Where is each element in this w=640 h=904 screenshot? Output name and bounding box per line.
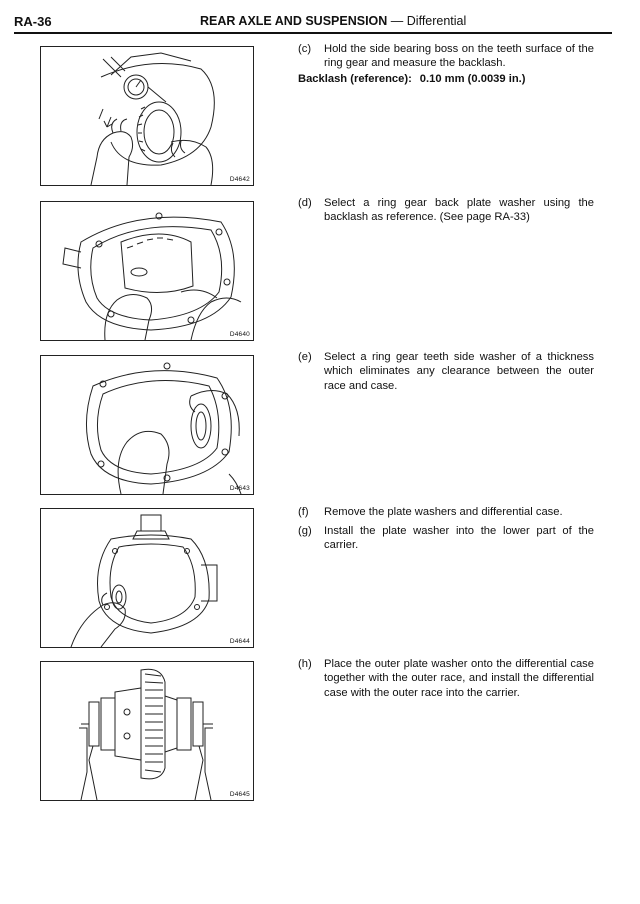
backlash-value: 0.10 mm (0.0039 in.) bbox=[419, 73, 526, 85]
step-d bbox=[298, 196, 594, 225]
step-letter: (g) bbox=[298, 525, 312, 537]
dial-indicator-illustration bbox=[41, 47, 253, 185]
page-header bbox=[14, 14, 612, 32]
step-e bbox=[298, 350, 594, 393]
step-h bbox=[298, 657, 594, 700]
figure-teeth-side-washer bbox=[40, 355, 254, 495]
figure-code: D4643 bbox=[229, 485, 250, 492]
title-separator: — bbox=[390, 14, 404, 28]
backlash-spec bbox=[298, 73, 526, 85]
step-text: Hold the side bearing boss on the teeth surface of the ring gear and measure the backlash. bbox=[324, 43, 594, 70]
figure-backlash-measurement bbox=[40, 46, 254, 186]
figure-code: D4642 bbox=[229, 176, 250, 183]
header-rule bbox=[14, 32, 612, 34]
step-g bbox=[298, 524, 594, 553]
section-title bbox=[200, 14, 466, 28]
step-letter: (c) bbox=[298, 43, 312, 55]
step-text: Select a ring gear back plate washer using the backlash as reference. (See page RA-33) bbox=[324, 197, 594, 224]
step-letter: (f) bbox=[298, 506, 309, 518]
step-text: Install the plate washer into the lower part of the carrier. bbox=[324, 525, 594, 552]
step-letter: (d) bbox=[298, 197, 312, 209]
step-letter: (e) bbox=[298, 351, 312, 363]
figure-case-installation bbox=[40, 661, 254, 801]
carrier-outer-race-illustration bbox=[41, 356, 253, 494]
figure-code: D4640 bbox=[229, 331, 250, 338]
subsection-name: Differential bbox=[406, 14, 467, 28]
figure-code: D4645 bbox=[229, 791, 250, 798]
backlash-label: Backlash (reference): bbox=[298, 73, 412, 85]
step-letter: (h) bbox=[298, 658, 312, 670]
differential-case-illustration bbox=[41, 662, 253, 800]
step-f bbox=[298, 505, 594, 519]
step-text: Remove the plate washers and differential case. bbox=[324, 506, 563, 518]
lower-carrier-illustration bbox=[41, 509, 253, 647]
carrier-washer-illustration bbox=[41, 202, 253, 340]
step-text: Select a ring gear teeth side washer of a thickness which eliminates any clearance between the outer race and case. bbox=[324, 351, 594, 392]
figure-back-plate-washer bbox=[40, 201, 254, 341]
step-c bbox=[298, 42, 594, 71]
figure-code: D4644 bbox=[229, 638, 250, 645]
page-number: RA-36 bbox=[14, 14, 52, 29]
section-name: REAR AXLE AND SUSPENSION bbox=[200, 14, 388, 28]
figure-lower-plate-washer bbox=[40, 508, 254, 648]
step-text: Place the outer plate washer onto the differential case together with the outer race, and install the differential case with the outer race into the carrier. bbox=[324, 658, 594, 699]
